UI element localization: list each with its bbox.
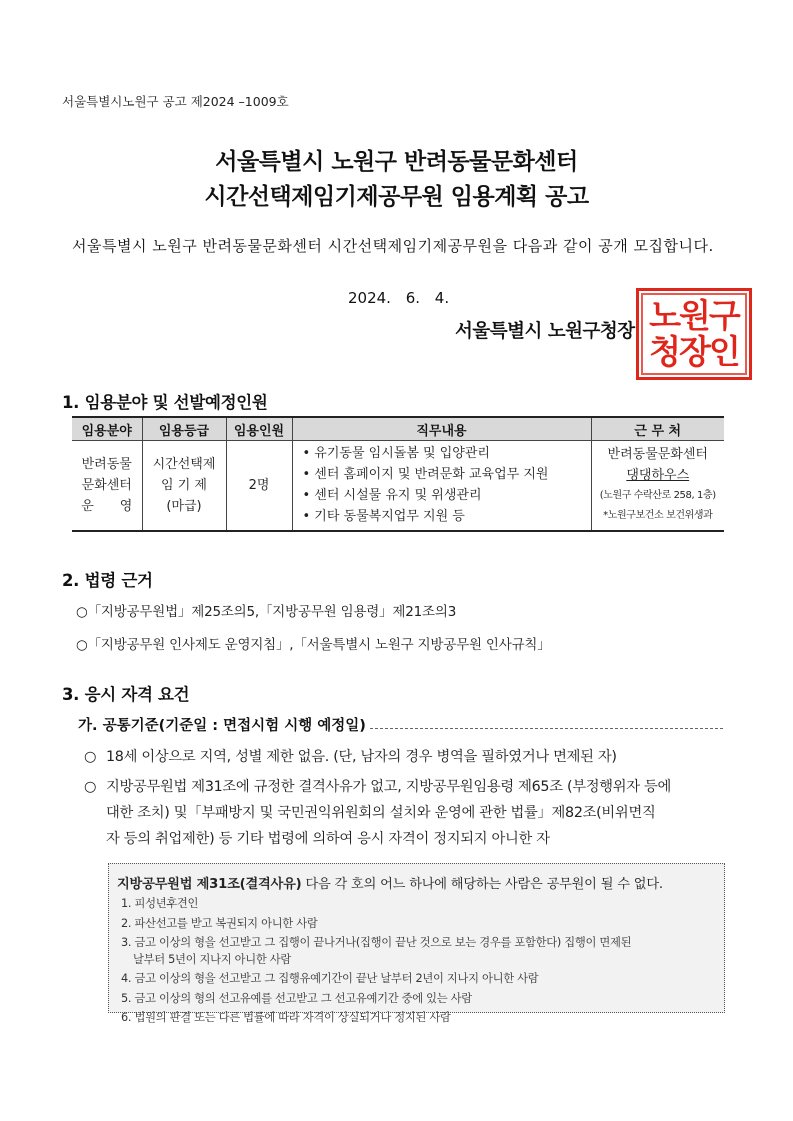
intro-paragraph <box>62 232 734 260</box>
law-article-intro: 다음 각 호의 어느 하나에 해당하는 사람은 공무원이 될 수 없다. <box>301 877 663 892</box>
disqualification-law-box <box>108 863 725 1024</box>
workplace-address: (노원구 수락산로 258, 1층) <box>599 490 716 502</box>
grade-line: 시간선택제 <box>152 456 216 472</box>
duty-item: • 기타 동물복지업무 지원 등 <box>302 509 465 525</box>
document-title-line2: 시간선택제임기제공무원 임용계획 공고 <box>204 184 589 210</box>
workplace-name: 반려동물문화센터 <box>607 447 708 463</box>
grade-line: (마급) <box>166 498 202 514</box>
cell-duties <box>292 441 591 531</box>
intro-text: 서울특별시 노원구 반려동물문화센터 시간선택제임기제공무원을 다음과 같이 공개 모집합니다. <box>72 237 714 255</box>
notice-date: 2024. 6. 4. <box>348 289 450 307</box>
subheading-text: 가. 공통기준(기준일 : 면접시험 시행 예정일) <box>78 718 366 734</box>
requirement-item <box>84 774 734 852</box>
header-field: 임용분야 <box>72 417 142 441</box>
disqualification-list <box>121 894 631 1028</box>
table-header-row <box>72 417 724 441</box>
disqualification-item: 6. 법원의 판결 또는 다른 법률에 따라 자격이 상실되거나 정지된 사람 <box>121 1011 451 1024</box>
legal-basis-item: ○「지방공무원 인사제도 운영지침」,「서울특별시 노원구 지방공무원 인사규칙」 <box>76 637 551 653</box>
cell-count: 2명 <box>226 441 292 531</box>
duty-item: • 센터 시설물 유지 및 위생관리 <box>302 488 482 504</box>
disqualification-item: 5. 금고 이상의 형의 선고유예를 선고받고 그 선고유예기간 중에 있는 사람 <box>121 991 472 1005</box>
document-title-line1: 서울특별시 노원구 반려동물문화센터 <box>215 149 578 175</box>
law-box-heading <box>117 873 663 892</box>
requirement-text: 자 등의 취업제한) 등 기타 법령에 의하여 응시 자격이 정지되지 아니한 자 <box>106 831 550 847</box>
requirement-text: 대한 조치) 및「부패방지 및 국민권익위원회의 설치와 운영에 관한 법률」제82조(비위면직 <box>106 805 656 821</box>
disqualification-item-continued: 날부터 5년이 지나지 아니한 사람 <box>133 952 292 966</box>
seal-line2: 청장인 <box>649 332 739 371</box>
header-workplace: 근 무 처 <box>591 417 724 441</box>
circle-bullet-icon: ○ <box>84 749 97 765</box>
field-line: 운 영 <box>81 498 133 514</box>
cell-grade <box>142 441 226 531</box>
header-grade: 임용등급 <box>142 417 226 441</box>
workplace-building: 댕댕하우스 <box>626 468 690 484</box>
workplace-department: *노원구보건소 보건위생과 <box>603 510 713 522</box>
signer: 서울특별시 노원구청장 <box>455 321 635 342</box>
grade-line: 임 기 제 <box>161 477 207 493</box>
header-duties: 직무내용 <box>292 417 591 441</box>
section1-heading: 1. 임용분야 및 선발예정인원 <box>62 393 268 412</box>
notice-number: 서울특별시노원구 공고 제2024 –1009호 <box>62 94 289 109</box>
requirement-item <box>84 744 734 770</box>
field-line: 반려동물 <box>81 456 132 472</box>
header-count: 임용인원 <box>226 417 292 441</box>
requirement-text: 18세 이상으로 지역, 성별 제한 없음. (단, 남자의 경우 병역을 필하였거나 면제된 자) <box>106 749 617 765</box>
circle-bullet-icon: ○ <box>84 779 97 795</box>
cell-field <box>72 441 142 531</box>
official-seal <box>636 288 752 380</box>
common-criteria-subheading <box>78 714 723 735</box>
table-row <box>72 441 724 531</box>
legal-basis-item: ○「지방공무원법」제25조의5,「지방공무원 임용령」제21조의3 <box>76 604 457 620</box>
law-article-title: 지방공무원법 제31조(결격사유) <box>117 877 302 892</box>
disqualification-item: 4. 금고 이상의 형을 선고받고 그 집행유예기간이 끝난 날부터 2년이 지나지 아니한 사람 <box>121 972 539 985</box>
disqualification-item: 2. 파산선고를 받고 복권되지 아니한 사람 <box>121 916 318 930</box>
recruitment-table <box>72 416 724 532</box>
requirement-text: 지방공무원법 제31조에 규정한 결격사유가 없고, 지방공무원임용령 제65조 (부정행위자 등에 <box>106 779 672 795</box>
dashed-leader <box>370 720 723 729</box>
section3-heading: 3. 응시 자격 요건 <box>62 685 190 704</box>
seal-line1: 노원구 <box>649 296 739 335</box>
field-line: 문화센터 <box>81 477 132 493</box>
duty-item: • 유기동물 임시돌봄 및 입양관리 <box>302 446 490 462</box>
duty-item: • 센터 홈페이지 및 반려문화 교육업무 지원 <box>302 467 549 483</box>
section2-heading: 2. 법령 근거 <box>62 571 153 590</box>
cell-workplace <box>591 441 724 531</box>
disqualification-item: 3. 금고 이상의 형을 선고받고 그 집행이 끝나거나(집행이 끝난 것으로 보는 경우를 포함한다) 집행이 면제된 <box>121 936 632 949</box>
disqualification-item: 1. 피성년후견인 <box>121 897 199 910</box>
